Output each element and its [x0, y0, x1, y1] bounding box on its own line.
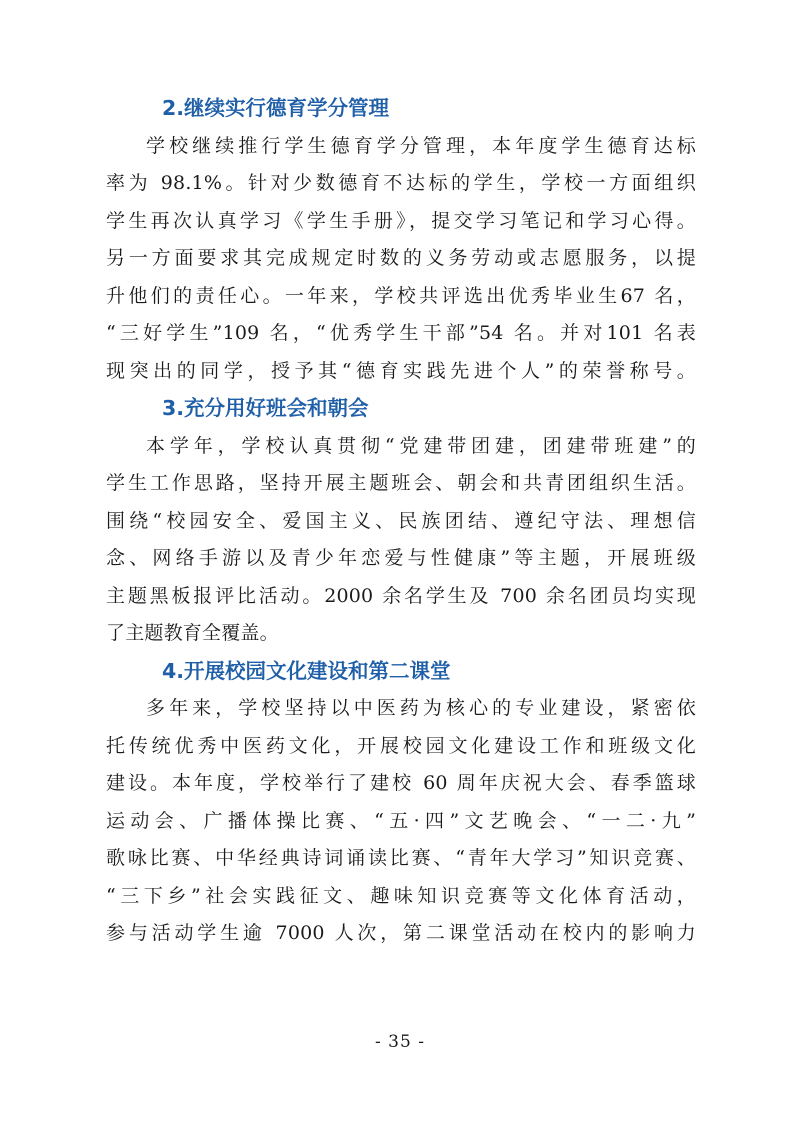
page-content: [106, 90, 696, 953]
text-line: “三好学生”109 名，“优秀学生干部”54 名。并对101 名表: [106, 322, 696, 344]
page-number: - 35 -: [375, 1032, 425, 1052]
text-line: 学生工作思路，坚持开展主题班会、朝会和共青团组织生活。: [106, 472, 696, 494]
paragraph: [106, 690, 696, 953]
text-line: 歌咏比赛、中华经典诗词诵读比赛、“青年大学习”知识竞赛、: [106, 847, 696, 869]
text-line: 多年来，学校坚持以中医药为核心的专业建设，紧密依: [146, 697, 696, 719]
section-heading: 3.充分用好班会和朝会: [162, 396, 369, 420]
paragraph: [106, 428, 696, 653]
text-line: 本学年，学校认真贯彻“党建带团建，团建带班建”的: [146, 434, 696, 457]
text-line: 现突出的同学，授予其“德育实践先进个人”的荣誉称号。: [106, 359, 696, 382]
text-line: 率为 98.1%。针对少数德育不达标的学生，学校一方面组织: [106, 172, 696, 194]
section-heading: 2.继续实行德育学分管理: [162, 96, 390, 120]
paragraph: [106, 128, 696, 391]
text-line: 主题黑板报评比活动。2000 余名学生及 700 余名团员均实现: [106, 584, 696, 607]
text-line: 建设。本年度，学校举行了建校 60 周年庆祝大会、春季篮球: [106, 772, 696, 794]
text-line: 学生再次认真学习《学生手册》，提交学习笔记和学习心得。: [106, 209, 696, 232]
text-line: 另一方面要求其完成规定时数的义务劳动或志愿服务，以提: [106, 247, 696, 269]
section-class-meetings: [106, 390, 696, 653]
text-line: 参与活动学生逾 7000 人次，第二课堂活动在校内的影响力: [106, 922, 696, 944]
section-moral-credit: [106, 90, 696, 390]
section-campus-culture: [106, 653, 696, 953]
text-line: 托传统优秀中医药文化，开展校园文化建设工作和班级文化: [106, 734, 696, 757]
text-line: 围绕“校园安全、爱国主义、民族团结、遵纪守法、理想信: [106, 509, 696, 532]
text-line: 念、网络手游以及青少年恋爱与性健康”等主题，开展班级: [106, 547, 696, 569]
text-line: 运动会、广播体操比赛、“五·四”文艺晚会、“一二·九”: [106, 809, 696, 832]
text-line: “三下乡”社会实践征文、趣味知识竞赛等文化体育活动，: [106, 884, 696, 907]
text-line: 学校继续推行学生德育学分管理，本年度学生德育达标: [146, 134, 696, 157]
text-line: 了主题教育全覆盖。: [106, 622, 279, 644]
text-line: 升他们的责任心。一年来，学校共评选出优秀毕业生67 名，: [106, 284, 696, 307]
section-heading: 4.开展校园文化建设和第二课堂: [162, 658, 451, 683]
